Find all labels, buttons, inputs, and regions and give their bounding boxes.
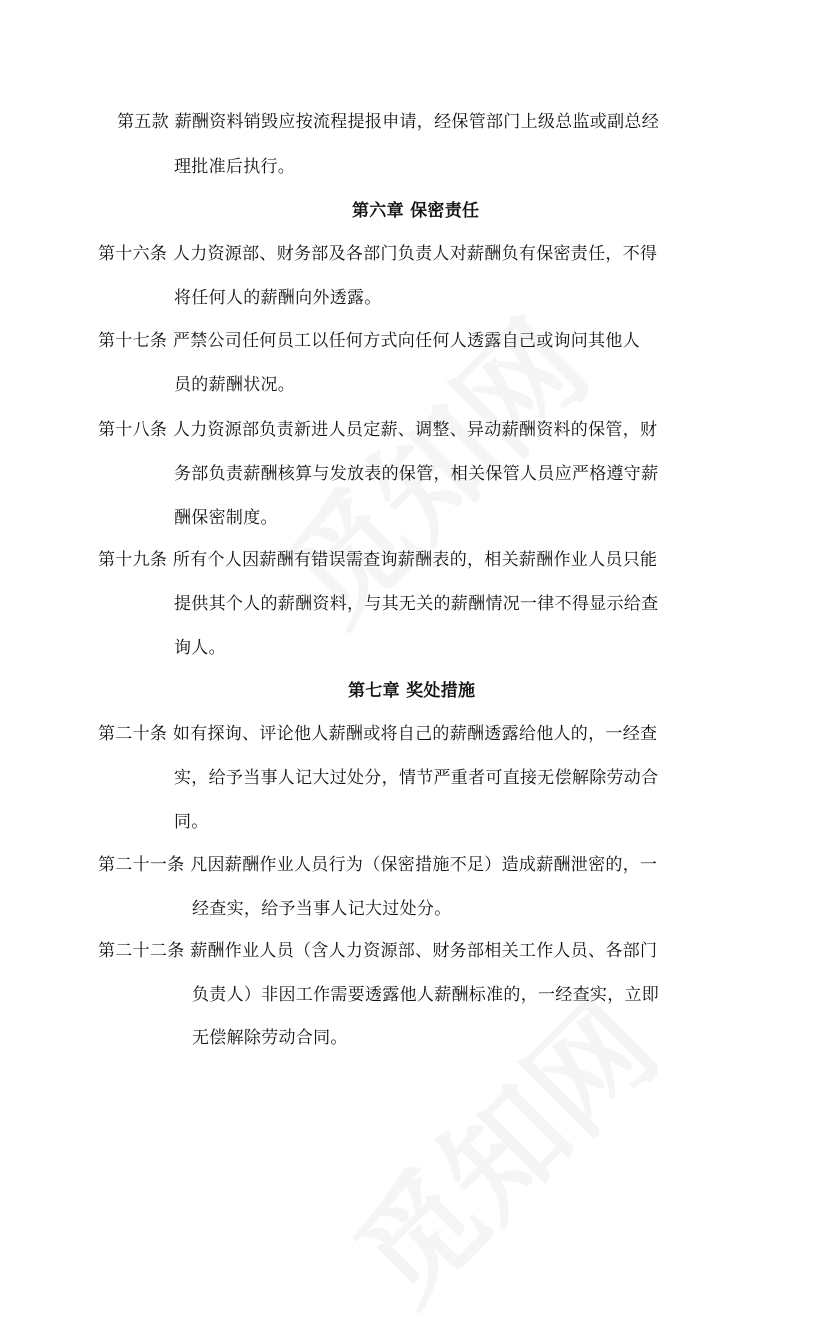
article-17-line-2: 员的薪酬状况。 (174, 375, 296, 395)
article-18-line-1: 第十八条 人力资源部负责新进人员定薪、调整、异动薪酬资料的保管，财 (98, 420, 658, 440)
article-22-line-1: 第二十二条 薪酬作业人员（含人力资源部、财务部相关工作人员、各部门 (98, 941, 658, 961)
article-22-line-2: 负责人）非因工作需要透露他人薪酬标准的，一经查实，立即 (192, 985, 660, 1005)
watermark-bottom (312, 958, 688, 1334)
article-19-line-2: 提供其个人的薪酬资料，与其无关的薪酬情况一律不得显示给查 (174, 594, 659, 614)
article-21-line-2: 经查实，给予当事人记大过处分。 (192, 899, 452, 919)
article-20-line-3: 同。 (174, 812, 209, 832)
article-19-line-1: 第十九条 所有个人因薪酬有错误需查询薪酬表的，相关薪酬作业人员只能 (98, 550, 658, 570)
article-18-line-2: 务部负责薪酬核算与发放表的保管，相关保管人员应严格遵守薪 (174, 464, 659, 484)
article-20-line-1: 第二十条 如有探询、评论他人薪酬或将自己的薪酬透露给他人的，一经查 (98, 724, 658, 744)
article-22-line-3: 无偿解除劳动合同。 (192, 1028, 348, 1048)
article-5-line-2: 理批准后执行。 (174, 157, 296, 177)
article-16-line-1: 第十六条 人力资源部、财务部及各部门负责人对薪酬负有保密责任，不得 (98, 244, 658, 264)
article-19-line-3: 询人。 (174, 638, 226, 658)
article-20-line-2: 实，给予当事人记大过处分，情节严重者可直接无偿解除劳动合 (174, 768, 659, 788)
article-17-line-1: 第十七条 严禁公司任何员工以任何方式向任何人透露自己或询问其他人 (98, 331, 641, 351)
article-18-line-3: 酬保密制度。 (174, 508, 278, 528)
chapter-6-heading: 第六章 保密责任 (352, 201, 480, 221)
chapter-7-heading: 第七章 奖处措施 (348, 681, 476, 701)
article-21-line-1: 第二十一条 凡因薪酬作业人员行为（保密措施不足）造成薪酬泄密的，一 (98, 855, 658, 875)
article-5-line-1: 第五款 薪酬资料销毁应按流程提报申请，经保管部门上级总监或副总经 (117, 112, 660, 132)
article-16-line-2: 将任何人的薪酬向外透露。 (174, 288, 382, 308)
